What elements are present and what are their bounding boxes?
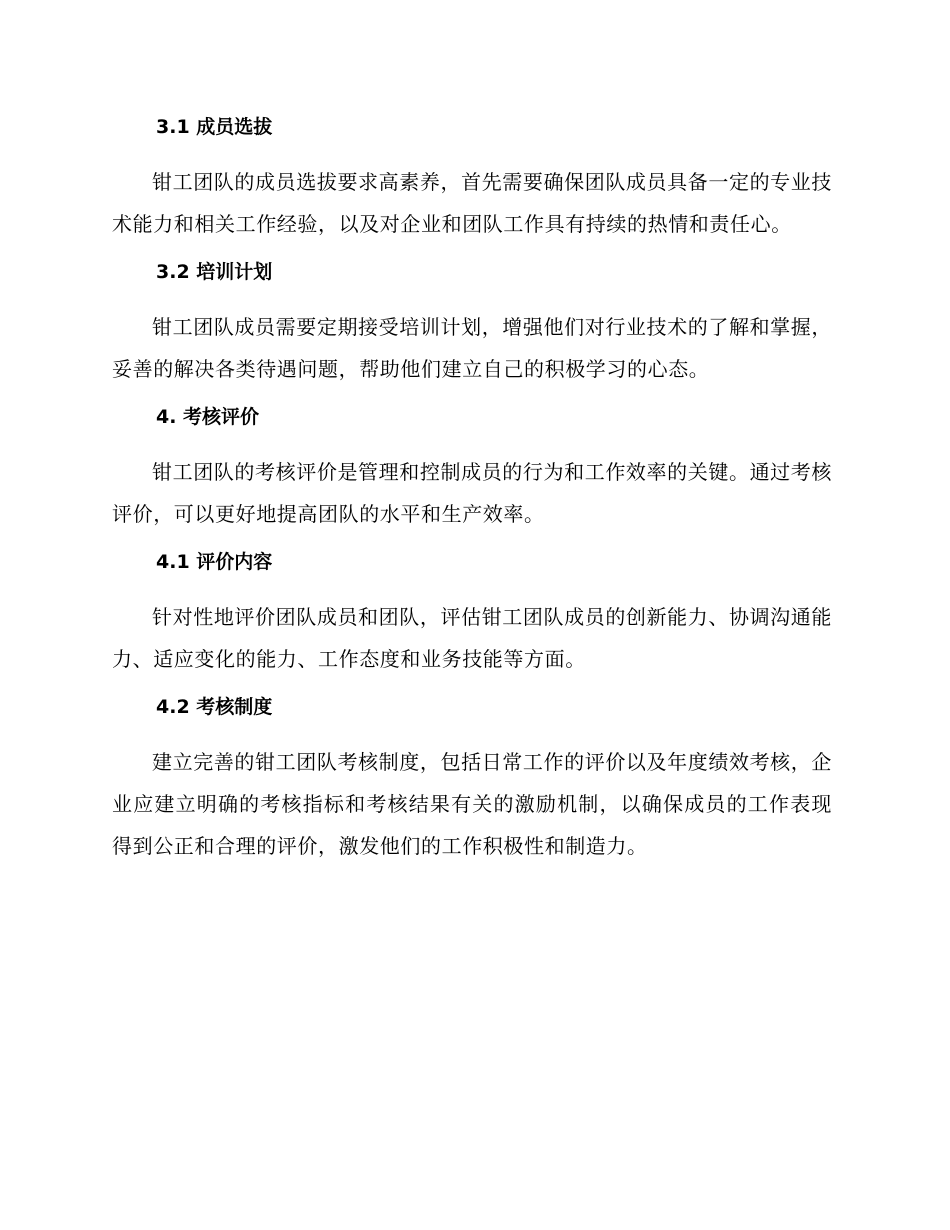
section-body-3-2: 钳工团队成员需要定期接受培训计划，增强他们对行业技术的了解和掌握，妥善的解决各类待遇问题，帮助他们建立自己的积极学习的心态。 <box>112 315 832 381</box>
section-body-4-2: 建立完善的钳工团队考核制度，包括日常工作的评价以及年度绩效考核，企业应建立明确的考核指标和考核结果有关的激励机制，以确保成员的工作表现得到公正和合理的评价，激发他们的工作积极性和制造力。 <box>112 750 832 858</box>
section-heading-4-1: 4.1 评价内容 <box>156 551 273 573</box>
section-heading-3-1: 3.1 成员选拔 <box>156 116 273 138</box>
section-body-3-1: 钳工团队的成员选拔要求高素养，首先需要确保团队成员具备一定的专业技术能力和相关工作经验，以及对企业和团队工作具有持续的热情和责任心。 <box>112 170 832 236</box>
section-body-4-1: 针对性地评价团队成员和团队，评估钳工团队成员的创新能力、协调沟通能力、适应变化的能力、工作态度和业务技能等方面。 <box>112 605 832 671</box>
section-body-4: 钳工团队的考核评价是管理和控制成员的行为和工作效率的关键。通过考核评价，可以更好地提高团队的水平和生产效率。 <box>112 460 832 526</box>
section-heading-4-2: 4.2 考核制度 <box>156 696 273 718</box>
section-heading-4: 4. 考核评价 <box>156 406 260 428</box>
section-heading-3-2: 3.2 培训计划 <box>156 261 273 283</box>
document-content <box>112 112 832 879</box>
